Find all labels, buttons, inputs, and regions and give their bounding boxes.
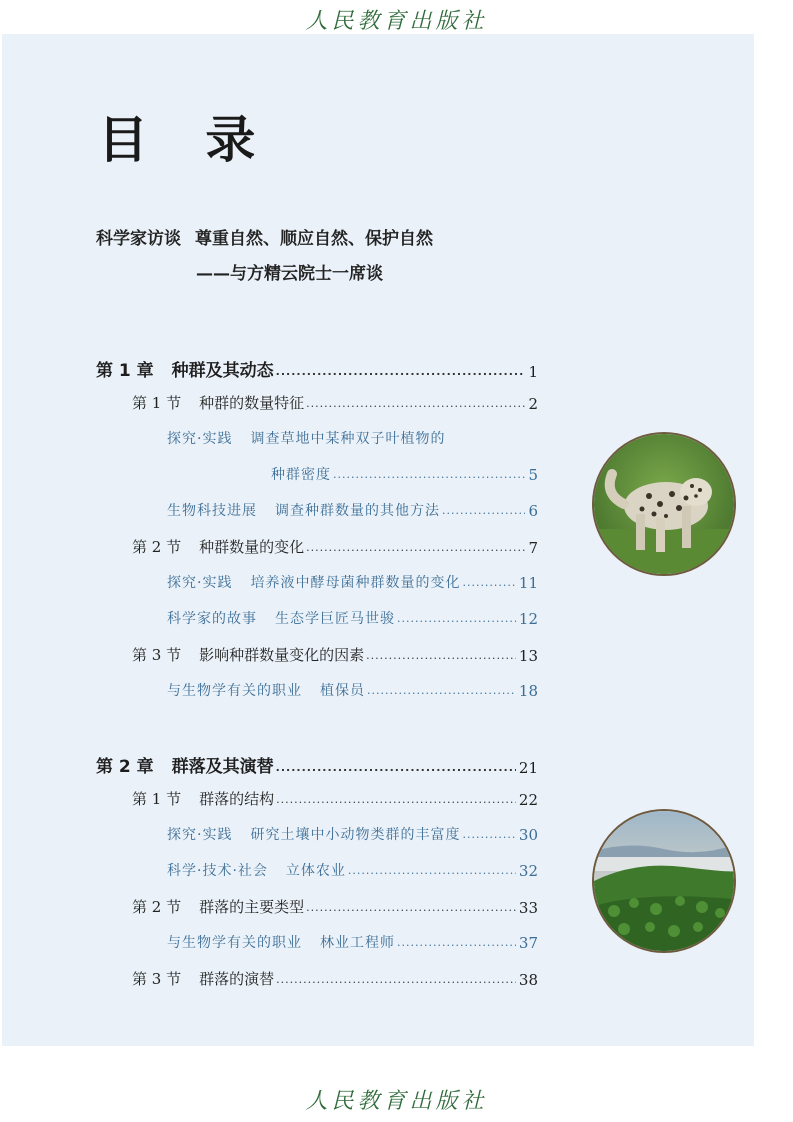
toc-title: 群落的主要类型 bbox=[199, 898, 305, 916]
toc-label: 探究·实践 bbox=[167, 431, 233, 447]
toc-title: 立体农业 bbox=[285, 863, 346, 879]
toc-page: 11 bbox=[518, 574, 538, 592]
dot-leader bbox=[366, 650, 516, 661]
toc-page: 21 bbox=[518, 759, 538, 777]
interview-heading[interactable] bbox=[96, 224, 433, 249]
toc-page: 12 bbox=[518, 610, 538, 628]
toc-page: 22 bbox=[518, 791, 538, 809]
dot-leader bbox=[276, 762, 516, 773]
toc-title: 影响种群数量变化的因素 bbox=[199, 646, 365, 664]
toc-title: 林业工程师 bbox=[320, 935, 395, 951]
toc-page: 30 bbox=[518, 826, 538, 844]
toc-label: 科学家的故事 bbox=[167, 611, 257, 627]
publisher-logo-bottom: 人民教育出版社 bbox=[305, 1089, 488, 1114]
toc-section[interactable] bbox=[132, 788, 538, 809]
toc-label: 探究·实践 bbox=[167, 575, 233, 591]
dot-leader bbox=[306, 398, 525, 409]
toc-section[interactable] bbox=[132, 644, 538, 665]
toc-section[interactable] bbox=[132, 392, 538, 413]
toc-title: 调查草地中某种双子叶植物的 bbox=[250, 431, 446, 447]
dot-leader bbox=[276, 366, 526, 377]
toc-label: 第 1 节 bbox=[132, 790, 182, 808]
toc-title: 种群数量的变化 bbox=[199, 538, 305, 556]
toc-subentry[interactable] bbox=[167, 572, 538, 592]
toc-subentry[interactable] bbox=[167, 500, 538, 520]
toc-title: 植保员 bbox=[320, 683, 365, 699]
forest-landscape-photo bbox=[592, 809, 736, 953]
toc-label: 与生物学有关的职业 bbox=[167, 683, 302, 699]
toc-page: 7 bbox=[528, 539, 538, 557]
toc-title: 培养液中酵母菌种群数量的变化 bbox=[250, 575, 461, 591]
toc-section[interactable] bbox=[132, 968, 538, 989]
toc-subentry[interactable] bbox=[167, 428, 538, 448]
toc-chapter-2[interactable] bbox=[96, 752, 538, 777]
dot-leader bbox=[397, 937, 516, 948]
toc-page: 6 bbox=[528, 502, 538, 520]
toc-subentry[interactable] bbox=[167, 680, 538, 700]
toc-subentry[interactable] bbox=[167, 932, 538, 952]
dot-leader bbox=[462, 577, 515, 588]
toc-page: 38 bbox=[518, 971, 538, 989]
dot-leader bbox=[306, 902, 516, 913]
dot-leader bbox=[348, 865, 516, 876]
toc-subentry[interactable] bbox=[167, 860, 538, 880]
toc-label: 第 1 章 bbox=[96, 361, 154, 381]
interview-subtitle: ——与方精云院士一席谈 bbox=[196, 264, 383, 284]
toc-title: 群落及其演替 bbox=[171, 757, 274, 777]
toc-title: 群落的演替 bbox=[199, 970, 275, 988]
toc-subentry[interactable] bbox=[167, 608, 538, 628]
toc-page: 32 bbox=[518, 862, 538, 880]
dot-leader bbox=[462, 829, 515, 840]
toc-page: 1 bbox=[528, 363, 538, 381]
toc-title: 种群及其动态 bbox=[171, 361, 274, 381]
toc-page: 37 bbox=[518, 934, 538, 952]
dot-leader bbox=[333, 469, 525, 480]
toc-chapter-1[interactable] bbox=[96, 356, 538, 381]
snow-leopard-photo bbox=[592, 432, 736, 576]
toc-page: 2 bbox=[528, 395, 538, 413]
toc-section[interactable] bbox=[132, 896, 538, 917]
dot-leader bbox=[397, 613, 516, 624]
dot-leader bbox=[276, 794, 516, 805]
toc-page: 33 bbox=[518, 899, 538, 917]
toc-title: 研究土壤中小动物类群的丰富度 bbox=[250, 827, 461, 843]
toc-label: 生物科技进展 bbox=[167, 503, 257, 519]
dot-leader bbox=[306, 542, 525, 553]
dot-leader bbox=[442, 505, 525, 516]
toc-subentry[interactable] bbox=[167, 824, 538, 844]
dot-leader bbox=[276, 974, 516, 985]
toc-title: 生态学巨匠马世骏 bbox=[275, 611, 395, 627]
page-title: 目 录 bbox=[98, 110, 276, 169]
toc-title: 群落的结构 bbox=[199, 790, 275, 808]
toc-page: 5 bbox=[528, 466, 538, 484]
toc-title: 调查种群数量的其他方法 bbox=[275, 503, 440, 519]
toc-label: 第 2 节 bbox=[132, 898, 182, 916]
toc-title: 种群密度 bbox=[271, 467, 331, 483]
interview-label: 科学家访谈 bbox=[96, 229, 181, 249]
dot-leader bbox=[367, 685, 516, 696]
toc-section[interactable] bbox=[132, 536, 538, 557]
toc-page: 18 bbox=[518, 682, 538, 700]
publisher-logo-top: 人民教育出版社 bbox=[305, 9, 488, 34]
interview-headline: 尊重自然、顺应自然、保护自然 bbox=[195, 229, 433, 249]
toc-label: 第 2 章 bbox=[96, 757, 154, 777]
toc-subentry-continued[interactable] bbox=[271, 464, 538, 484]
toc-label: 第 3 节 bbox=[132, 970, 182, 988]
toc-page: 13 bbox=[518, 647, 538, 665]
toc-label: 与生物学有关的职业 bbox=[167, 935, 302, 951]
toc-label: 第 3 节 bbox=[132, 646, 182, 664]
toc-label: 探究·实践 bbox=[167, 827, 233, 843]
toc-title: 种群的数量特征 bbox=[199, 394, 305, 412]
toc-label: 第 2 节 bbox=[132, 538, 182, 556]
toc-label: 第 1 节 bbox=[132, 394, 182, 412]
toc-label: 科学·技术·社会 bbox=[167, 863, 268, 879]
